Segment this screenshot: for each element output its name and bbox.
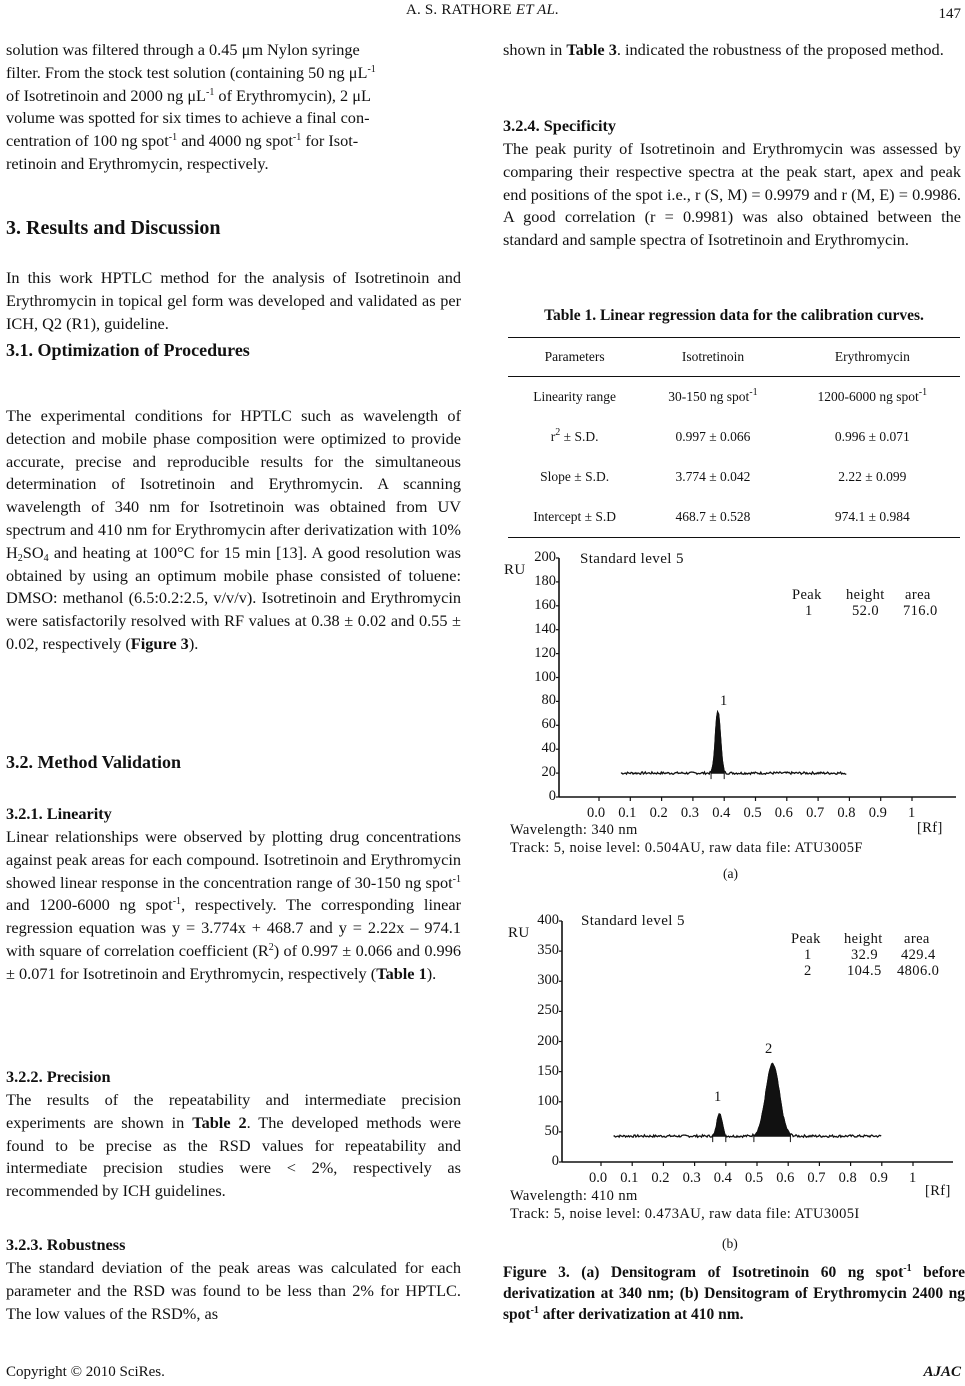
header-authors: A. S. RATHORE (405, 2, 512, 18)
x-tick-label: 0.1 (620, 1170, 639, 1186)
text-line: solution was filtered through a 0.45 μm Nylon syringe (6, 40, 360, 59)
track-info: Track: 5, noise level: 0.473AU, raw data file: ATU3005I (510, 1206, 860, 1222)
x-tick-label: 0.0 (589, 1170, 608, 1186)
x-tick-label: 1 (908, 805, 916, 821)
peak-table-header-area: area (904, 931, 930, 947)
y-tick-label: 250 (537, 1002, 559, 1019)
figure-3-caption: Figure 3. (a) Densitogram of Isotretinoin 60 ng spot$^{-1}$ before derivatization at 340 nm; (b) Densitogram of Erythromycin 2400 ng spot$^{-1}$ after derivatization at 410 nm. (503, 1263, 965, 1323)
page-number: 147 (938, 6, 961, 22)
text-line: filter. From the stock test solution (containing 50 ng $\mu L^{-1}$ (6, 62, 376, 82)
panel-b-label: (b) (722, 1236, 738, 1251)
y-tick-label: 100 (537, 1092, 559, 1109)
x-tick-label: 0.0 (587, 805, 606, 821)
running-header (0, 2, 965, 19)
x-tick-label: 0.5 (745, 1170, 764, 1186)
x-tick-label: 1 (909, 1170, 917, 1186)
section-3-1-paragraph: The experimental conditions for HPTLC such as wavelength of detection and mobile phase composition were optimized to provide accurate, precise and reproducible results for the simultaneous determination of Isotretinoin and Erythromycin. A scanning wavelength of 340 nm for Isotretinoin was obtained from UV spectrum and 410 nm for Erythromycin after derivatization with 10% $H_2SO_4$ and heating at 100°C for 15 min [13]. A good resolution was obtained by using an optimum mobile phase consisted of toluene: DMSO: methanol (6.5:0.2:2.5, v/v/v). Isotretinoin and Erythromycin were satisfactorily resolved with RF values at 0.38 ± 0.02 and 0.55 ± 0.02, respectively (Figure 3). (6, 406, 461, 653)
y-tick-label: 200 (537, 1032, 559, 1049)
text-line: of Isotretinoin and 2000 ng $\mu L^{-1}$ of Erythromycin), 2 μL (6, 85, 371, 105)
x-tick-label: 0.4 (713, 1170, 732, 1186)
peak-table-cell: 1 (805, 603, 813, 619)
table-2-reference: Table 2 (192, 1112, 247, 1132)
column-header: Isotretinoin (641, 338, 784, 377)
section-3-1-heading: 3.1. Optimization of Procedures (6, 340, 250, 360)
intro-paragraph (6, 39, 461, 176)
table-3-reference: Table 3 (566, 40, 617, 59)
y-tick-label: 80 (541, 692, 556, 709)
y-tick-label: 180 (534, 572, 556, 589)
table-row: Intercept ± S.D 468.7 ± 0.528 974.1 ± 0.984 (508, 497, 960, 538)
text-line: volume was spotted for six times to achieve a final con- (6, 108, 370, 128)
chart-title: Standard level 5 (581, 913, 685, 929)
peak-table-cell: 429.4 (901, 947, 936, 963)
peak-table-header-peak: Peak (791, 931, 821, 947)
table-row: Slope ± S.D. 3.774 ± 0.042 2.22 ± 0.099 (540, 469, 907, 484)
section-3-2-3-paragraph: The standard deviation of the peak areas was calculated for each parameter and the RSD was found to be less than 2% for HPTLC. The low values of the RSD%, as (6, 1258, 461, 1323)
x-tick-label: 0.2 (651, 1170, 670, 1186)
section-3-2-2-heading: 3.2.2. Precision (6, 1067, 111, 1086)
x-tick-label: 0.7 (807, 1170, 826, 1186)
peak-table-cell: 4806.0 (897, 963, 940, 979)
wavelength-info: Wavelength: 340 nm (510, 822, 638, 838)
y-tick-label: 120 (534, 644, 556, 661)
y-tick-label: 350 (537, 942, 559, 959)
y-tick-label: 400 (537, 912, 559, 928)
peak-table-header-height: height (846, 587, 885, 603)
section-3-2-1-paragraph: Linear relationships were observed by plotting drug concentrations against peak areas for each compound. Isotretinoin and Erythromycin showed linear response in the concentration range of 30-150 ng spot$^{-1}$ and 1200-6000 ng spot$^{-1}$, respectively. The corresponding linear regression equation was y = 3.774x + 468.7 and y = 2.22x – 974.1 with square of correlation coefficient $(R^2)$ of 0.997 ± 0.066 and 0.996 ± 0.071 for Isotretinoin and Erythromycin, respectively (Table 1). (6, 827, 461, 983)
y-axis-label: RU (508, 925, 530, 941)
y-tick-label: 140 (534, 620, 556, 637)
y-tick-label: 0 (548, 788, 556, 804)
densitogram-a (500, 545, 965, 865)
peak-label: 1 (720, 693, 728, 709)
text-line: centration of 100 ng spot$^{-1}$ and 4000 ng spot$^{-1}$ for Isot- (6, 131, 359, 151)
track-info: Track: 5, noise level: 0.504AU, raw data file: ATU3005F (510, 840, 863, 856)
header-et-al: ET AL. (515, 2, 560, 18)
table-1-caption: Table 1. Linear regression data for the calibration curves. (544, 307, 924, 324)
section-3-2-3-heading: 3.2.3. Robustness (6, 1235, 126, 1254)
wavelength-info: Wavelength: 410 nm (510, 1188, 638, 1204)
peak-table-cell: 2 (804, 963, 812, 979)
x-tick-label: 0.8 (837, 805, 856, 821)
peak-table-cell: 1 (804, 947, 812, 963)
section-3-2-heading: 3.2. Method Validation (6, 752, 182, 772)
y-tick-label: 60 (541, 716, 556, 733)
peak-table-cell: 52.0 (852, 603, 879, 619)
panel-a-label: (a) (723, 866, 738, 881)
y-tick-label: 40 (541, 740, 556, 757)
column-header: Erythromycin (785, 338, 960, 377)
journal-abbreviation: AJAC (923, 1364, 961, 1380)
x-tick-label: 0.8 (838, 1170, 857, 1186)
section-3-paragraph: In this work HPTLC method for the analysis of Isotretinoin and Erythromycin in topical gel form was developed and validated as per ICH, Q2 (R1), guideline. (6, 268, 461, 333)
y-axis-label: RU (504, 562, 526, 578)
x-tick-label: 0.5 (743, 805, 762, 821)
section-3-2-4-heading: 3.2.4. Specificity (503, 116, 617, 135)
x-tick-label: 0.4 (712, 805, 731, 821)
x-tick-label: 0.1 (618, 805, 637, 821)
section-3-2-1-heading: 3.2.1. Linearity (6, 804, 112, 823)
x-tick-label: 0.3 (682, 1170, 701, 1186)
y-tick-label: 20 (541, 764, 556, 781)
peak-label: 1 (714, 1089, 722, 1105)
y-tick-label: 300 (537, 972, 559, 989)
column-header: Parameters (508, 338, 641, 377)
table-row: $r^2 \pm S.D$. 0.997 ± 0.066 0.996 ± 0.071 (550, 427, 910, 444)
section-3-heading: 3. Results and Discussion (6, 217, 221, 239)
table-row: Linearity range 30-150 ng spot$^{-1}$ 1200-6000 ng spot$^{-1}$ (533, 387, 928, 404)
peak-table-cell: 716.0 (903, 603, 938, 619)
x-tick-label: 0.3 (680, 805, 700, 821)
x-tick-label: 0.6 (774, 805, 793, 821)
x-tick-label: 0.2 (649, 805, 668, 821)
figure-3-reference: Figure 3 (130, 633, 189, 653)
table-1-reference: Table 1 (376, 963, 427, 983)
y-tick-label: 0 (551, 1153, 559, 1169)
peak-table-header-area: area (905, 587, 931, 603)
copyright-notice: Copyright © 2010 SciRes. (6, 1364, 165, 1380)
x-tick-label: 0.9 (869, 1170, 888, 1186)
text-line: retinoin and Erythromycin, respectively. (6, 153, 269, 173)
densitogram-b-plot (500, 905, 965, 1230)
x-tick-label: 0.9 (868, 805, 887, 821)
x-axis-label: [Rf] (917, 820, 943, 836)
y-tick-label: 50 (544, 1122, 559, 1139)
peak-table-cell: 32.9 (851, 947, 878, 963)
x-tick-label: 0.6 (776, 1170, 795, 1186)
y-tick-label: 160 (534, 596, 556, 613)
peak-table-cell: 104.5 (847, 963, 882, 979)
x-tick-label: 0.7 (806, 805, 825, 821)
robustness-continued-paragraph: shown in Table 3. indicated the robustness of the proposed method. (503, 40, 944, 59)
section-3-2-2-paragraph: The results of the repeatability and intermediate precision experiments are shown in Table 2. The developed methods were found to be precise as the RSD values for repeatability and intermediate precision studies were < 2%, respectively as recommended by ICH guidelines. (6, 1090, 461, 1201)
table-header-row (508, 338, 960, 377)
y-tick-label: 150 (537, 1062, 559, 1079)
table-1 (508, 337, 960, 538)
chart-title: Standard level 5 (580, 551, 684, 567)
y-tick-label: 200 (534, 549, 556, 565)
densitogram-b (500, 905, 965, 1230)
y-tick-label: 100 (534, 668, 556, 685)
section-3-2-4-paragraph: The peak purity of Isotretinoin and Erythromycin was assessed by comparing their respective spectra at the peak start, apex and peak end positions of the spot i.e., r (S, M) = 0.9979 and r (M, E) = 0.9986. A good correlation (r = 0.9981) was also obtained between the standard and sample spectra of Isotretinoin and Erythromycin. (503, 139, 961, 250)
peak-table-header-height: height (844, 931, 883, 947)
densitogram-a-plot (500, 545, 965, 865)
peak-table-header-peak: Peak (792, 587, 822, 603)
peak-label: 2 (765, 1041, 773, 1057)
x-axis-label: [Rf] (925, 1183, 951, 1199)
